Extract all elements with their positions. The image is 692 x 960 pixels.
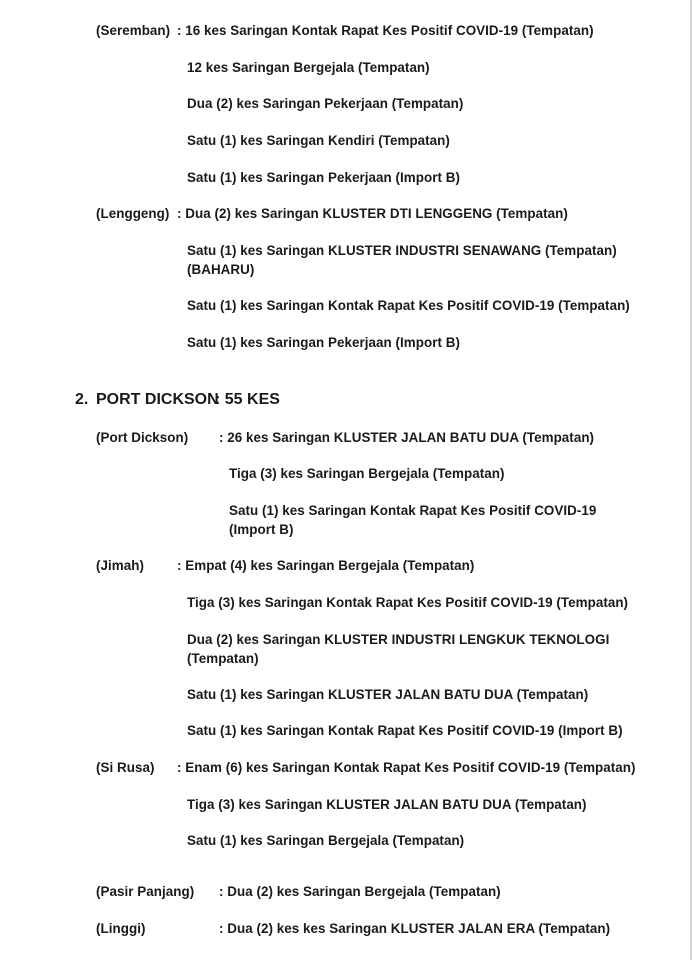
section-number: 2. xyxy=(75,391,89,408)
location-label-seremban: (Seremban) xyxy=(96,23,171,38)
case-line: Satu (1) kes Saringan Bergejala (Tempatan) xyxy=(187,833,465,848)
case-line: Satu (1) kes Saringan Kontak Rapat Kes Positif COVID-19 (Import B) xyxy=(187,723,623,738)
case-line: Tiga (3) kes Saringan KLUSTER JALAN BATU DUA (Tempatan) xyxy=(187,797,587,812)
case-line: Tiga (3) kes Saringan Kontak Rapat Kes Positif COVID-19 (Tempatan) xyxy=(187,595,629,610)
case-line-continuation: (BAHARU) xyxy=(187,262,255,277)
location-label-si-rusa: (Si Rusa) xyxy=(96,760,155,775)
case-line-continuation: (Import B) xyxy=(229,522,294,537)
case-line: : Dua (2) kes kes Saringan KLUSTER JALAN ERA (Tempatan) xyxy=(219,921,611,936)
case-line: Satu (1) kes Saringan KLUSTER JALAN BATU DUA (Tempatan) xyxy=(187,687,589,702)
case-line: : 26 kes Saringan KLUSTER JALAN BATU DUA (Tempatan) xyxy=(219,430,595,445)
case-line: Satu (1) kes Saringan Pekerjaan (Import B) xyxy=(187,170,460,185)
case-line: Dua (2) kes Saringan KLUSTER INDUSTRI LENGKUK TEKNOLOGI xyxy=(187,632,610,647)
case-line: 12 kes Saringan Bergejala (Tempatan) xyxy=(187,60,430,75)
case-line: : Empat (4) kes Saringan Bergejala (Tempatan) xyxy=(177,558,475,573)
case-line: : Dua (2) kes Saringan KLUSTER DTI LENGGENG (Tempatan) xyxy=(177,206,568,221)
case-line: Satu (1) kes Saringan Pekerjaan (Import B) xyxy=(187,335,460,350)
case-line: Satu (1) kes Saringan Kendiri (Tempatan) xyxy=(187,133,450,148)
case-line: : Dua (2) kes Saringan Bergejala (Tempatan) xyxy=(219,884,501,899)
case-line: Satu (1) kes Saringan Kontak Rapat Kes Positif COVID-19 xyxy=(229,503,597,518)
case-line: Dua (2) kes Saringan Pekerjaan (Tempatan) xyxy=(187,96,464,111)
location-label-pasir-panjang: (Pasir Panjang) xyxy=(96,884,195,899)
location-label-linggi: (Linggi) xyxy=(96,921,146,936)
case-line: : Enam (6) kes Saringan Kontak Rapat Kes Positif COVID-19 (Tempatan) xyxy=(177,760,636,775)
case-line: Satu (1) kes Saringan Kontak Rapat Kes Positif COVID-19 (Tempatan) xyxy=(187,298,630,313)
location-label-jimah: (Jimah) xyxy=(96,558,144,573)
location-label-lenggeng: (Lenggeng) xyxy=(96,206,170,221)
case-line: : 16 kes Saringan Kontak Rapat Kes Positif COVID-19 (Tempatan) xyxy=(177,23,594,38)
case-line-continuation: (Tempatan) xyxy=(187,651,259,666)
case-line: Tiga (3) kes Saringan Bergejala (Tempatan) xyxy=(229,466,505,481)
location-label-port-dickson: (Port Dickson) xyxy=(96,430,189,445)
section-case-count: : 55 KES xyxy=(215,391,280,408)
case-line: Satu (1) kes Saringan KLUSTER INDUSTRI SENAWANG (Tempatan) xyxy=(187,243,617,258)
section-title: PORT DICKSON xyxy=(96,391,219,408)
